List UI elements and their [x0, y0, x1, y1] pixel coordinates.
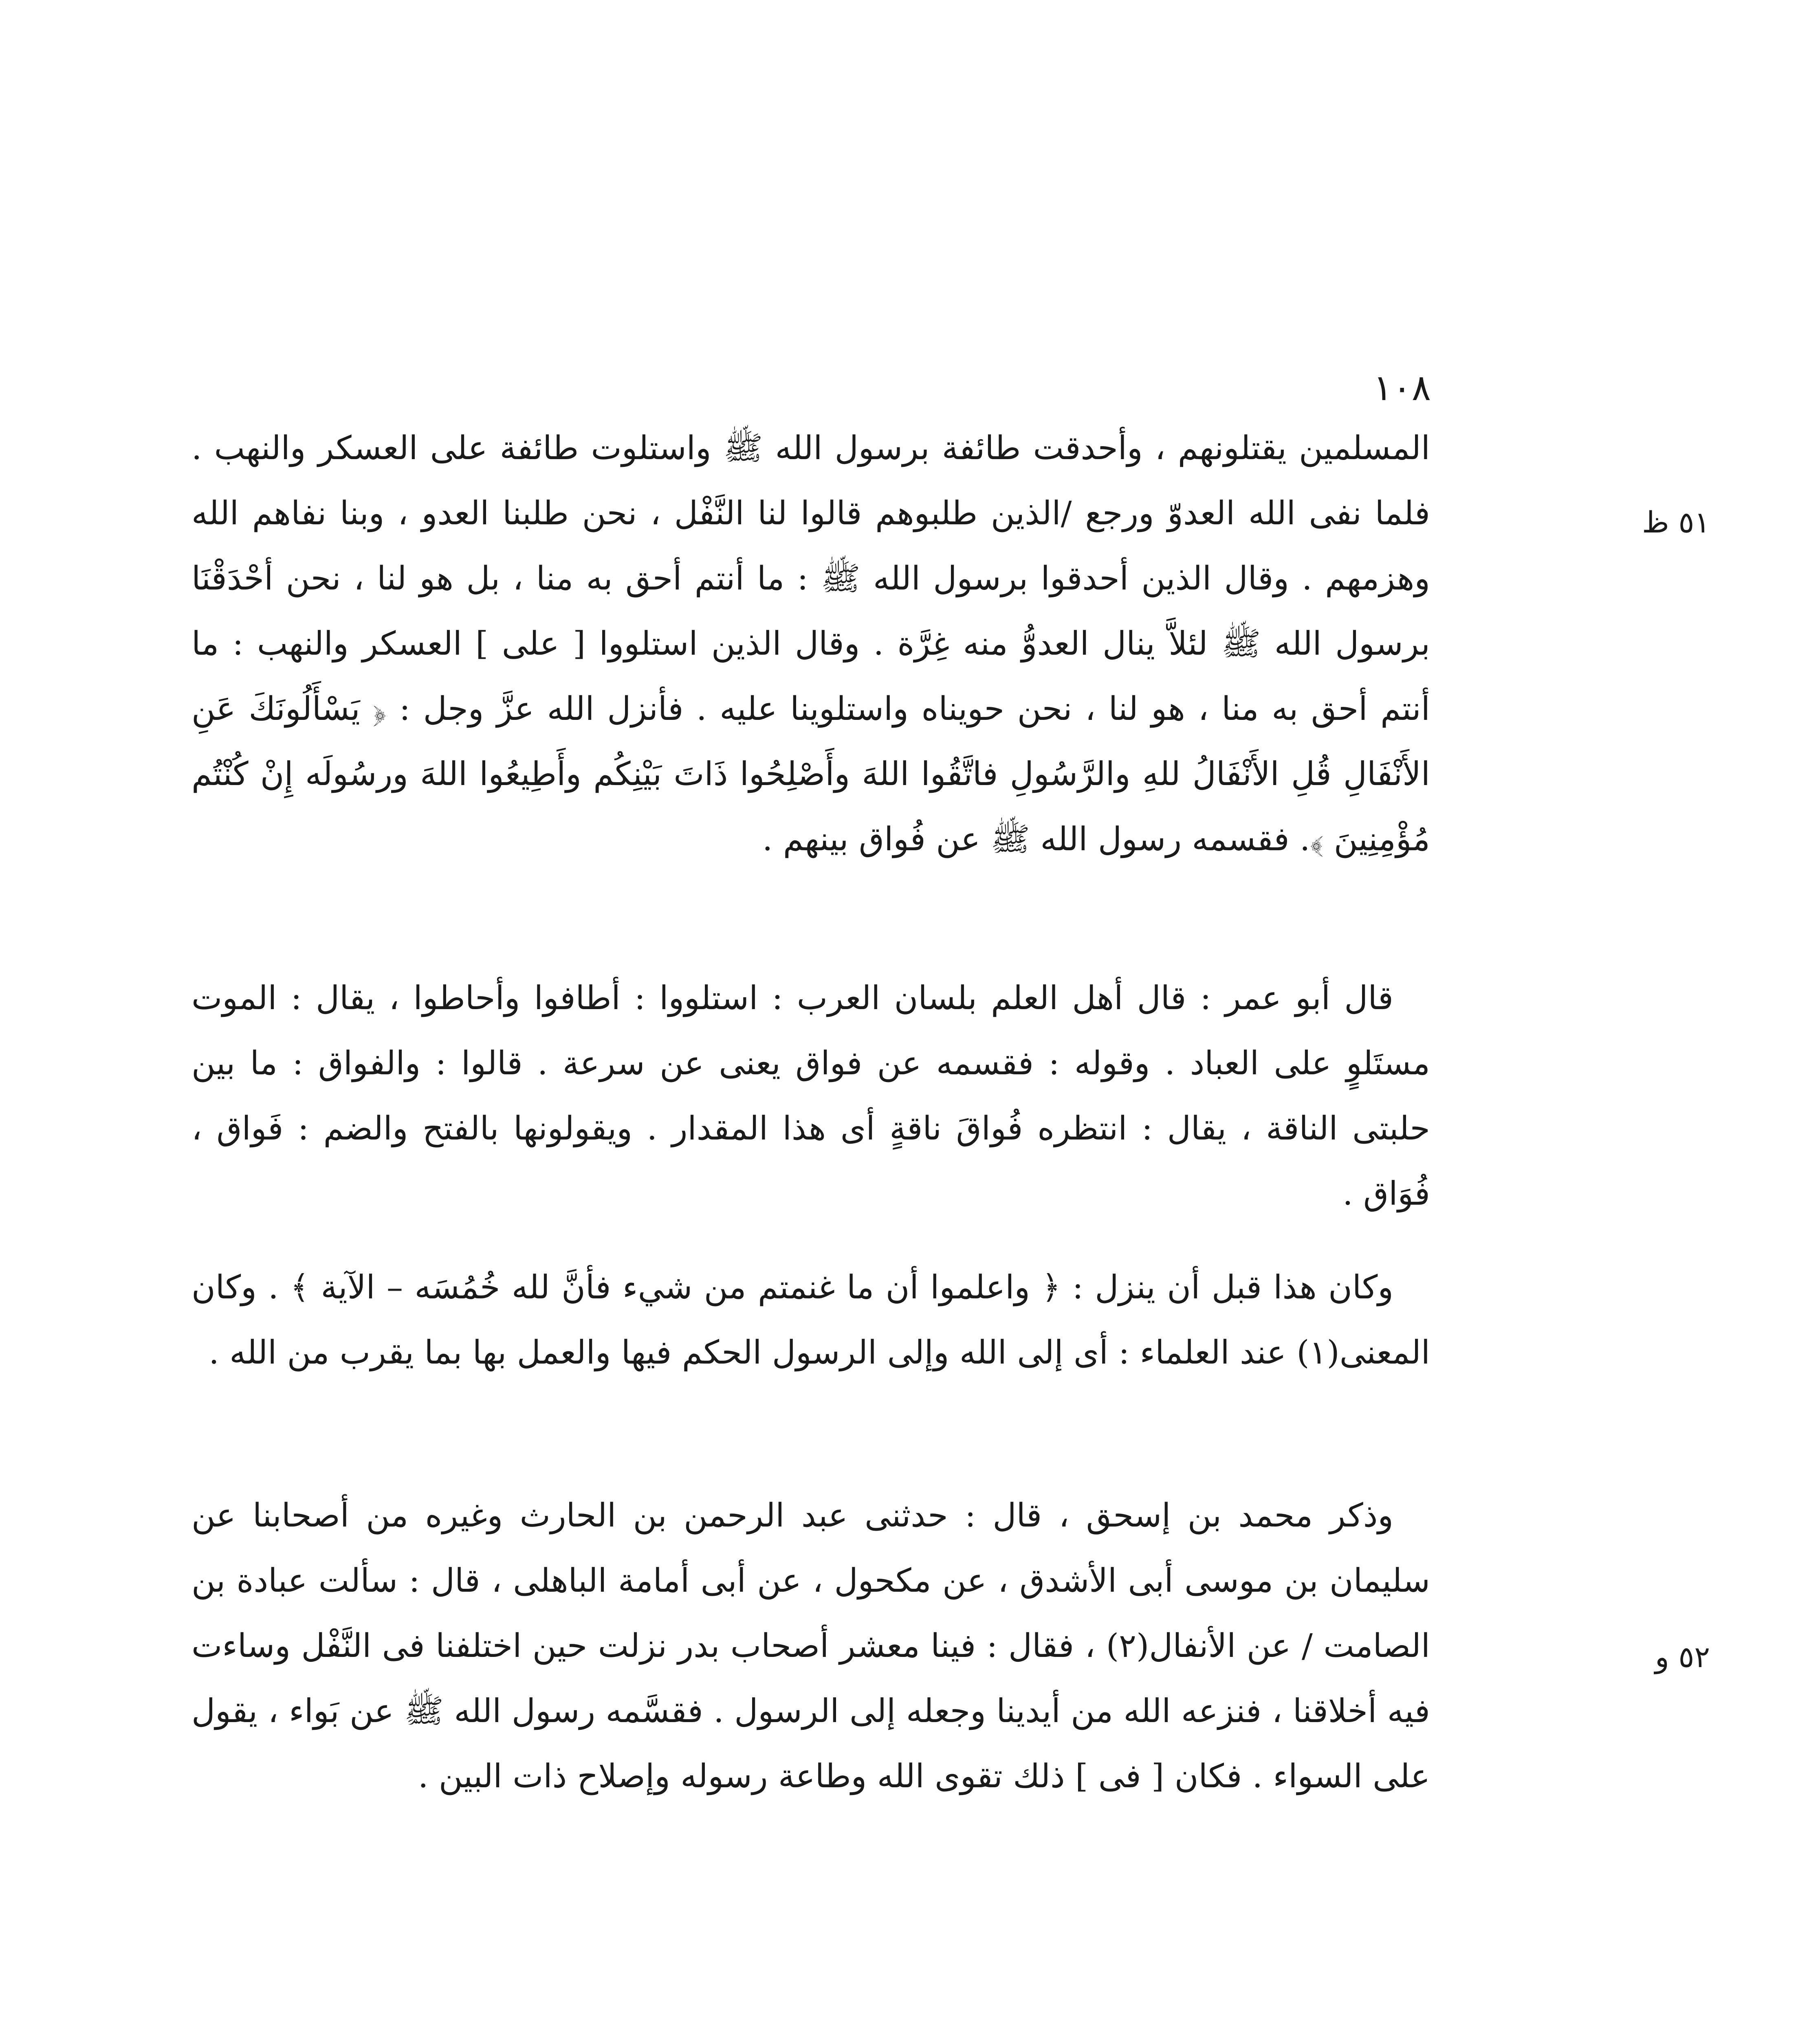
body-paragraph [191, 1255, 1430, 1385]
body-paragraph [191, 1483, 1430, 1809]
body-paragraph [191, 966, 1430, 1226]
paragraph-text: قال أبو عمر : قال أهل العلم بلسان العرب : استلووا : أطافوا وأحاطوا ، يقال : الموت مستَلوٍ على العباد . وقوله : فقسمه عن فواق يعنى عن سرعة . قالوا : والفواق : ما بين حلبتى الناقة ، يقال : انتظره فُواقَ ناقةٍ أى هذا المقدار . ويقولونها بالفتح والضم : فَواق ، فُوَاق . [191, 979, 1430, 1212]
margin-folio-note: ٥١ ظ [1642, 505, 1710, 539]
page-number: ١٠٨ [1373, 367, 1431, 409]
paragraph-text: وذكر محمد بن إسحق ، قال : حدثنى عبد الرحمن بن الحارث وغيره من أصحابنا عن سليمان بن موسى أبى الأشدق ، عن مكحول ، عن أبى أمامة الباهلى ، قال : سألت عبادة بن الصامت / عن الأنفال(٢) ، فقال : فينا معشر أصحاب بدر نزلت حين اختلفنا فى النَّفْل وساءت فيه أخلاقنا ، فنزعه الله من أيدينا وجعله إلى الرسول . فقسَّمه رسول الله ﷺ عن بَواء ، يقول على السواء . فكان [ فى ] ذلك تقوى الله وطاعة رسوله وإصلاح ذات البين . [191, 1496, 1430, 1795]
body-paragraph [191, 416, 1430, 872]
paragraph-text: وكان هذا قبل أن ينزل : ﴿ واعلموا أن ما غنمتم من شيء فأنَّ لله خُمُسَه – الآية ﴾ . وكان المعنى(١) عند العلماء : أى إلى الله وإلى الرسول الحكم فيها والعمل بها بما يقرب من الله . [191, 1268, 1430, 1371]
paragraph-text: المسلمين يقتلونهم ، وأحدقت طائفة برسول الله ﷺ واستلوت طائفة على العسكر والنهب . فلما نفى الله العدوّ ورجع /الذين طلبوهم قالوا لنا النَّفْل ، نحن طلبنا العدو ، وبنا نفاهم الله وهزمهم . وقال الذين أحدقوا برسول الله ﷺ : ما أنتم أحق به منا ، بل هو لنا ، نحن أحْدَقْنَا برسول الله ﷺ لئلاَّ ينال العدوُّ منه غِرَّة . وقال الذين استلووا [ على ] العسكر والنهب : ما أنتم أحق به منا ، هو لنا ، نحن حويناه واستلوينا عليه . فأنزل الله عزَّ وجل : ﴿ يَسْأَلُونَكَ عَنِ الأَنْفَالِ قُلِ الأَنْفَالُ للهِ والرَّسُولِ فاتَّقُوا اللهَ وأَصْلِحُوا ذَاتَ بَيْنِكُم وأَطِيعُوا اللهَ ورسُولَه إِنْ كُنْتُم مُؤْمِنِينَ ﴾. فقسمه رسول الله ﷺ عن فُواق بينهم . [191, 429, 1430, 858]
margin-folio-note: ٥٢ و [1655, 1640, 1710, 1674]
